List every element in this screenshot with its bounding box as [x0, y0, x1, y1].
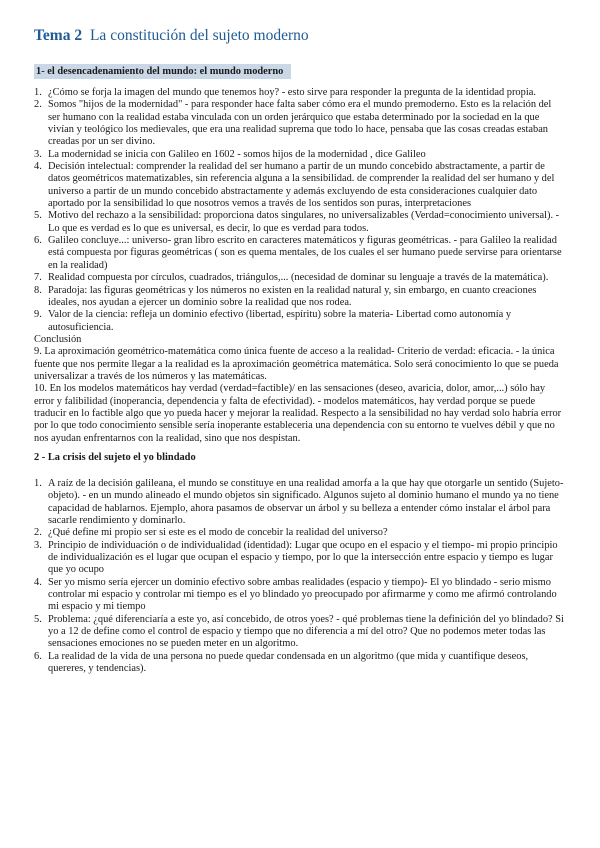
title-number: Tema 2: [34, 27, 83, 44]
title-text: La constitución del sujeto moderno: [89, 27, 309, 44]
list-item: 1. A raíz de la decisión galileana, el mundo se constituye en una realidad amorfa a la que hay que otorgarle un sentido (Sujeto-objeto). - en un mundo alineado el mundo objetos sin significado. Algunos sujeto al dominio humano el mundo ya no tiene capacidad de hablarnos. Ejemplo, ahora pasamos de observar un árbol y su belleza a entender cómo instalar el árbol para sacarle rendimiento y dominarlo.: [34, 477, 564, 526]
list-item: 9. Valor de la ciencia: refleja un dominio efectivo (libertad, espíritu) sobre la materia- Libertad como autonomía y autosuficiencia.: [34, 309, 512, 333]
conclusion-label: Conclusión: [34, 333, 82, 345]
list-item: 3. La modernidad se inicia con Galileo en 1602 - somos hijos de la modernidad , dice Galileo: [34, 148, 426, 160]
section-1-list: [34, 87, 566, 334]
section-2-heading: 2 - La crisis del sujeto el yo blindado: [34, 451, 196, 463]
conclusion-9: 9. La aproximación geométrico-matemática como única fuente de acceso a la realidad- Criterio de verdad: eficacia. - la única fuente que nos permite llegar a la realidad es la aproximación geométrica matemática. Solo será conocimiento lo que se pueda universalizar a través de los números y las matemáticas.: [34, 346, 559, 382]
section-1-heading: 1- el desencadenamiento del mundo: el mundo moderno: [34, 64, 291, 79]
list-item: 3. Principio de individuación o de individualidad (identidad): Lugar que ocupo en el espacio y el tiempo- mi propio principio de individualización es el lugar que ocupan el espacio y tiempo, por lo que la intersección entre espacio y tiempo es lugar que yo ocupo: [34, 539, 558, 576]
list-item: 2. Somos "hijos de la modernidad" - para responder hace falta saber cómo era el mundo premoderno. Esto es la relación del ser humano con la realidad estaba vinculada con un orden jerárquico que estaba determinado por la sociedad en la que vivían y teológico los medievales, que era una realidad suprema que todo lo hace, pensaba que las cosas creadas estaban creadas por un ser divino.: [34, 99, 552, 148]
list-item: 4. Decisión intelectual: comprender la realidad del ser humano a partir de un mundo concebido abstractamente, a partir de datos geométricos matematizables, sin referencia alguna a la sensibilidad. de comprender la realidad del ser humano y del universo a partir de un mundo concebido abstractamente y además excluyendo de esta consideraciones cualquier dato aportado por la sensibilidad lo que nosotros vemos a través de los sentidos son puras, interpretaciones: [34, 161, 555, 210]
list-item: 6. La realidad de la vida de una persona no puede quedar condensada en un algoritmo (que mida y cuantifique deseos, quereres, y tendencias).: [34, 650, 529, 675]
list-item: 1. ¿Cómo se forja la imagen del mundo que tenemos hoy? - esto sirve para responder la pregunta de la identidad propia.: [34, 87, 536, 98]
page-title: [34, 26, 566, 46]
list-item: 2. ¿Qué define mi propio ser si este es el modo de concebir la realidad del universo?: [34, 527, 388, 539]
list-item: 6. Galileo concluye...: universo- gran libro escrito en caracteres matemáticos y figuras geométricas. - para Galileo la realidad está compuesta por figuras geométricas ( son es quema mentales, de los cuales el ser humano puede servirse para orientarse en la realidad): [34, 235, 562, 271]
list-item: 5. Motivo del rechazo a la sensibilidad: proporciona datos singulares, no universalizables (Verdad=conocimiento universal). - Lo que es verdad es lo que es universal, es decir, lo que es verdad para todos.: [34, 210, 560, 234]
conclusion-10: 10. En los modelos matemáticos hay verdad (verdad=factible)/ en las sensaciones (deseo, avaricia, dolor, amor,...) sólo hay error y falibilidad (inoperancia, dependencia y falta de efectividad). - modelos matemáticos, hay verdad porque se puede traducir en lo factible algo que yo pueda hacer y mejorar la realidad. Respecto a la sensibilidad no hay verdad solo habría error por lo que todo conocimiento sensible sería inoperante estableceria una dependencia con su entorno te vuelves débil y que no nos ayudan enfrentarnos con la realidad, sino que nos despistan.: [34, 383, 562, 444]
section-2-list: [34, 478, 566, 676]
list-item: 7. Realidad compuesta por círculos, cuadrados, triángulos,... (necesidad de dominar su lenguaje a través de la matemática).: [34, 272, 549, 284]
list-item: 4. Ser yo mismo sería ejercer un dominio efectivo sobre ambas realidades (espacio y tiempo)- El yo blindado - serio mismo controlar mi espacio y controlar mi tiempo es el yo blindado yo preocupado por afirmarme y como me afirmó controlando mi espacio y mi tiempo: [34, 576, 557, 613]
list-item: 8. Paradoja: las figuras geométricas y los números no existen en la realidad natural y, sin embargo, en cuanto creaciones ideales, nos ayudan a ejercer un dominio sobre la realidad que nos rodea.: [34, 284, 537, 308]
list-item: 5. Problema: ¿qué diferenciaría a este yo, así concebido, de otros yoes? - qué problemas tiene la definición del yo blindado? Si yo a 12 de define como el control de espacio y tiempo que no diferencia a mí del otro? Que no podemos meter todas las sensaciones emociones no se pueden meter en un algoritmo.: [34, 613, 564, 650]
